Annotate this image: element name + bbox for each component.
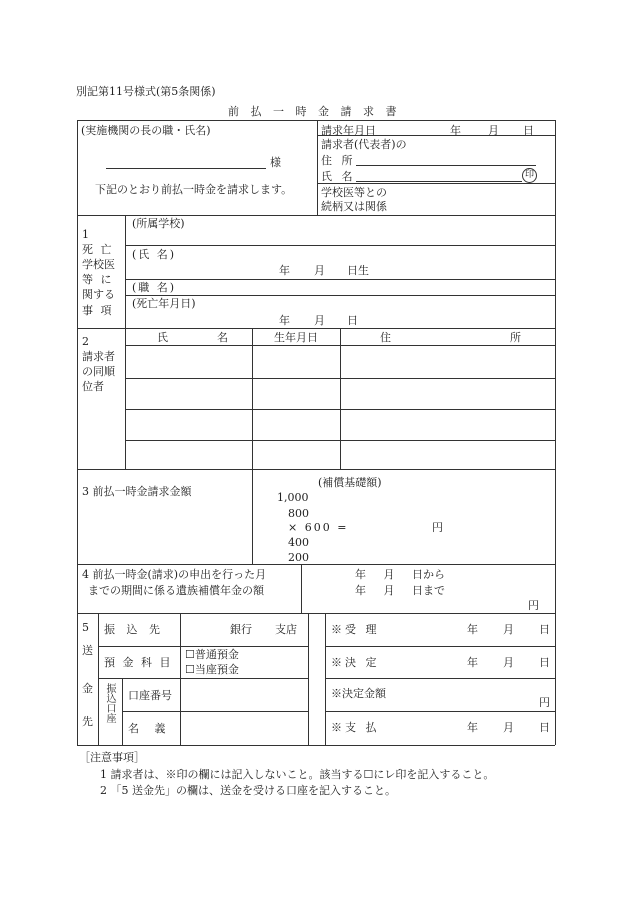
note-2: 2 「5 送金先」の欄は、送金を受ける口座を記入すること。 [100,784,396,797]
relation-label-2: 続柄又は関係 [321,200,387,213]
transfer-label: 振 込 先 [104,623,164,636]
name-label: 氏 名 [321,170,356,183]
birth-suffix: 日生 [347,264,369,277]
decision-year: 年 [467,656,478,669]
decided-amount-label: ※決定金額 [331,687,386,700]
section4-yen: 円 [528,599,539,612]
claimant-label: 請求者(代表者)の [321,138,407,151]
amount-800[interactable]: 800 [288,507,309,520]
multiplier: × 600 = [288,521,349,534]
section1-side-4: 関する [82,288,115,301]
note-1: 1 請求者は、※印の欄には記入しないこと。該当する☐にレ印を記入すること。 [100,768,495,781]
payment-month: 月 [503,721,514,734]
section2-side-2: の同順 [82,365,115,378]
form-number: 別記第11号様式(第5条関係) [76,85,216,98]
section5-number: 5 [82,621,89,634]
form-title: 前 払 一 時 金 請 求 書 [228,105,401,118]
agency-head-label: (実施機関の長の職・氏名) [81,124,211,137]
base-label: (補償基礎額) [318,476,382,489]
amount-400[interactable]: 400 [288,536,309,549]
section1-side-3: 等 に [82,273,114,286]
honorific: 様 [270,156,281,169]
birth-year: 年 [279,264,290,277]
relation-label-1: 学校医等との [321,186,387,199]
payment-year: 年 [467,721,478,734]
received-year: 年 [467,623,478,636]
death-month: 月 [314,314,325,327]
request-day: 日 [523,124,534,137]
section2-number: 2 [82,335,89,348]
section1-number: 1 [82,228,89,241]
school-label: (所属学校) [132,217,185,230]
request-month: 月 [488,124,499,137]
decided-amount-yen: 円 [539,696,550,709]
notes-heading: ［注意事項］ [79,751,145,764]
section4-label-2: までの期間に係る遺族補償年金の額 [88,584,264,597]
section5-side-1: 送 [82,644,93,657]
position-label: (職 名) [132,281,177,294]
amount-200[interactable]: 200 [288,551,309,564]
agency-head-line[interactable] [106,168,266,169]
death-day: 日 [347,314,358,327]
account-number-label: 口座番号 [128,689,172,702]
section1-side-5: 事 項 [82,304,114,317]
section2-side-1: 請求者 [82,350,115,363]
section1-side-2: 学校医 [82,258,115,271]
section3-yen: 円 [432,521,443,534]
col-name-1: 氏 [157,331,168,344]
holder-label: 名 義 [128,722,172,735]
decision-month: 月 [503,656,514,669]
death-year: 年 [279,314,290,327]
section5-side-3: 先 [82,715,93,728]
received-month: 月 [503,623,514,636]
payment-day: 日 [539,721,550,734]
branch-label: 支店 [275,623,297,636]
decision-label: ※決 定 [331,656,380,669]
received-day: 日 [539,623,550,636]
request-text: 下記のとおり前払一時金を請求します。 [95,183,293,196]
current-deposit-checkbox[interactable]: ☐当座預金 [185,663,239,676]
col-birth: 生年月日 [274,331,318,344]
decision-day: 日 [539,656,550,669]
request-date-label: 請求年月日 [321,124,376,137]
deceased-name-label: (氏 名) [132,248,177,261]
section3-label: 3 前払一時金請求金額 [82,485,192,498]
bank-label: 銀行 [230,623,252,636]
section2-side-3: 位者 [82,380,104,393]
ordinary-deposit-checkbox[interactable]: ☐普通預金 [185,648,239,661]
payment-label: ※支 払 [331,721,380,734]
address-label: 住 所 [321,154,356,167]
section4-label-1: 4 前払一時金(請求)の申出を行った月 [82,568,267,581]
col-name-2: 名 [217,331,228,344]
section1-side-1: 死 亡 [82,243,114,256]
deposit-type-label: 預 金 科 目 [104,656,173,669]
section5-side-2: 金 [82,682,93,695]
seal-mark: 印 [522,168,537,183]
claimant-name-line[interactable] [356,181,522,182]
col-address-2: 所 [510,331,521,344]
period-from: 年 月 日から [355,568,445,581]
col-address-1: 住 [380,331,391,344]
received-label: ※受 理 [331,623,380,636]
claimant-address-line[interactable] [356,165,536,166]
amount-1000[interactable]: 1,000 [277,491,309,504]
death-date-label: (死亡年月日) [132,297,196,310]
request-year: 年 [450,124,461,137]
transfer-account-side: 振込口座 [104,683,115,723]
birth-month: 月 [314,264,325,277]
period-to: 年 月 日まで [355,584,445,597]
